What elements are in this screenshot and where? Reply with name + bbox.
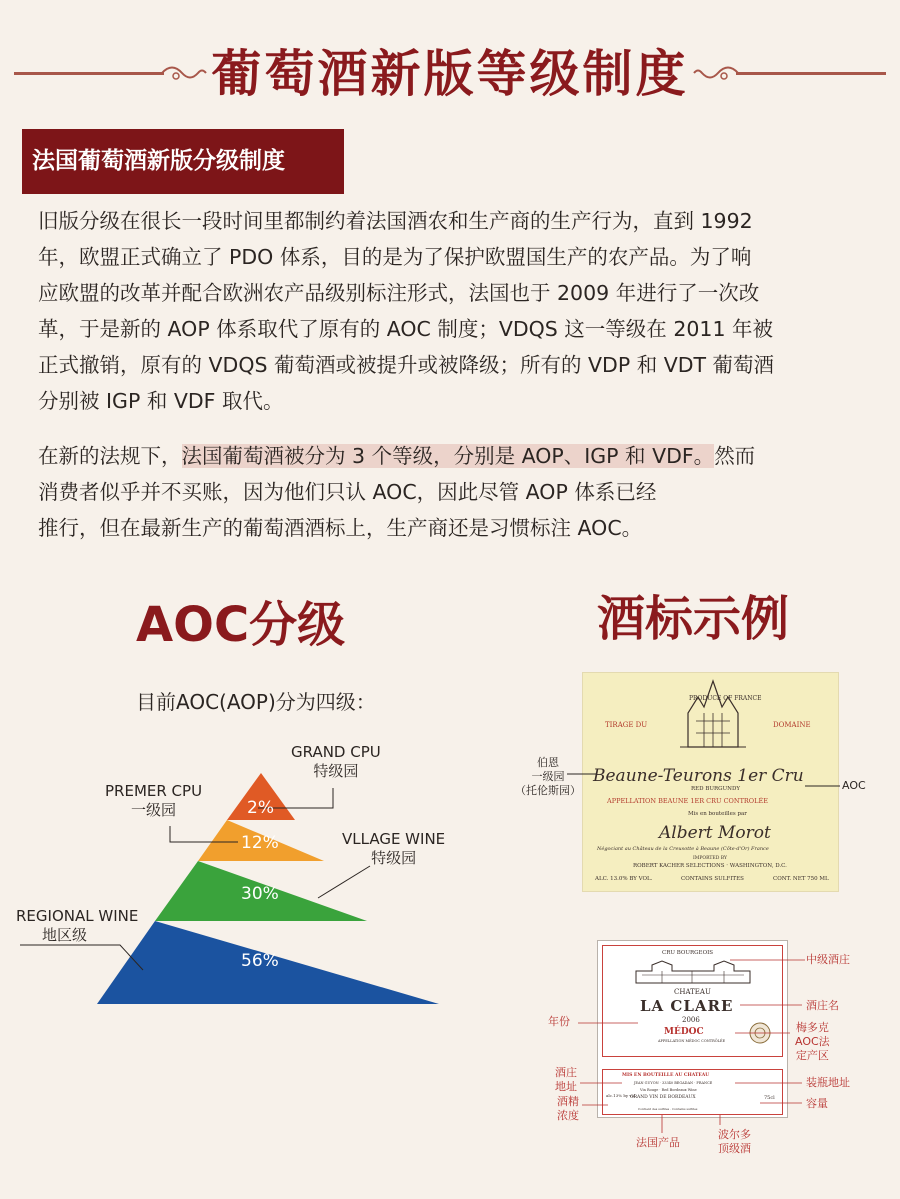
tier-label-premier-cru <box>105 782 202 820</box>
label-red-bordeaux: Vin Rouge · Red Bordeaux Wine <box>640 1088 697 1092</box>
label-mis-en-bouteilles: Mis en bouteilles par <box>688 811 747 817</box>
label-contains-sulfites: Contient des sulfites · Contains sulfites <box>638 1107 698 1111</box>
label-vintage: 2006 <box>682 1016 700 1024</box>
tier-label-en: GRAND CPU <box>291 743 381 761</box>
text-plain: 然而 <box>714 444 756 468</box>
page-title: 葡萄酒新版等级制度 <box>211 45 689 103</box>
annotation-medoc <box>795 1021 830 1063</box>
label-produce-of: PRODUCE OF FRANCE <box>689 695 762 702</box>
annotation-estate-address <box>555 1066 577 1094</box>
highlighted-text: 法国葡萄酒被分为 3 个等级，分别是 AOP、IGP 和 VDF。 <box>181 444 715 468</box>
annotation-line: （托伦斯园） <box>515 784 581 797</box>
label-wine-name: Beaune-Teurons 1er Cru <box>593 766 804 786</box>
tier-label-cn: 一级园 <box>131 801 177 819</box>
paragraph-history <box>38 203 866 419</box>
label-sulfites: CONTAINS SULFITES <box>681 876 744 882</box>
annotation-line: 顶级酒 <box>718 1142 751 1155</box>
tier-label-cn: 特级园 <box>313 762 359 780</box>
tier-label-cn: 特级园 <box>371 849 417 867</box>
annotation-line: 地址 <box>555 1080 577 1093</box>
label-grand-vin: GRAND VIN DE BORDEAUX <box>630 1095 696 1100</box>
tier-label-en: REGIONAL WINE <box>16 907 139 925</box>
label-imported-by: IMPORTED BY <box>693 856 727 861</box>
annotation-france: 法国产品 <box>636 1136 680 1149</box>
tier-percent: 12% <box>241 833 279 853</box>
paragraph-line: 正式撤销，原有的 VDQS 葡萄酒或被提升或被降级；所有的 VDP 和 VDT 葡萄酒 <box>38 353 775 377</box>
annotation-cru-bourgeois: 中级酒庄 <box>806 953 850 966</box>
annotation-line: 酒庄 <box>555 1066 577 1079</box>
annotation-line: 一级园 <box>531 770 565 783</box>
tier-percent: 2% <box>247 798 274 818</box>
paragraph-line <box>38 438 866 474</box>
label-domaine: DOMAINE <box>773 721 811 729</box>
annotation-vintage: 年份 <box>548 1015 570 1028</box>
paragraph-line: 消费者似乎并不买账，因为他们只认 AOC，因此尽管 AOP 体系已经 <box>38 480 657 504</box>
paragraph-line: 革，于是新的 AOP 体系取代了原有的 AOC 制度；VDQS 这一等级在 2011 年被 <box>38 317 774 341</box>
annotation-line: 波尔多 <box>718 1128 751 1141</box>
annotation-alcohol <box>557 1095 579 1123</box>
label-cru-bourgeois: CRU BOURGEOIS <box>662 950 714 956</box>
paragraph-line: 分别被 IGP 和 VDF 取代。 <box>38 389 284 413</box>
tier-label-en: PREMER CPU <box>105 782 203 800</box>
annotation-estate-name: 酒庄名 <box>806 999 839 1012</box>
label-red-burgundy: RED BURGUNDY <box>691 786 741 792</box>
label-appellation: APPELLATION MÉDOC CONTRÔLÉE <box>658 1039 726 1043</box>
text-plain: 在新的法规下， <box>38 444 182 468</box>
annotation-line: 定产区 <box>795 1049 829 1062</box>
paragraph-line: 年，欧盟正式确立了 PDO 体系，目的是为了保护欧盟国生产的农产品。为了响 <box>38 245 752 269</box>
tier-percent: 30% <box>241 884 279 904</box>
leader-line <box>318 866 370 898</box>
label-importer: ROBERT KACHER SELECTIONS · WASHINGTON, D.C. <box>633 863 787 869</box>
paragraph-new-rules <box>38 438 866 546</box>
annotation-line: 梅多克 <box>795 1021 829 1034</box>
chateau-drawing-icon <box>678 677 748 749</box>
label-medoc: MÉDOC <box>664 1027 704 1037</box>
label-chateau: CHATEAU <box>674 988 711 996</box>
annotation-line: 酒精 <box>557 1095 579 1108</box>
label-volume: 75cl <box>764 1095 775 1101</box>
aoc-caption: 目前AOC(AOP)分为四级： <box>136 690 376 714</box>
paragraph-line: 推行，但在最新生产的葡萄酒酒标上，生产商还是习惯标注 AOC。 <box>38 516 643 540</box>
annotation-bottling-address: 装瓶地址 <box>806 1076 850 1089</box>
label1-leader-lines <box>565 760 845 810</box>
tier-percent: 56% <box>241 951 279 971</box>
annotation-bordeaux <box>718 1128 751 1156</box>
label-address: JEAN GUYON · 33340 BEGADAN · FRANCE <box>634 1081 713 1085</box>
label-estate-name: LA CLARE <box>640 997 734 1015</box>
label-alcohol: ALC. 13.0% BY VOL. <box>595 876 653 882</box>
annotation-aoc: AOC <box>842 779 866 792</box>
section-heading: 法国葡萄酒新版分级制度 <box>22 129 344 194</box>
aoc-pyramid <box>0 730 480 1020</box>
aoc-heading: AOC分级 <box>136 597 346 653</box>
tier-label-en: VLLAGE WINE <box>342 830 446 848</box>
tier-label-village <box>342 830 445 868</box>
labels-heading: 酒标示例 <box>597 591 790 647</box>
label-producer: Albert Morot <box>659 823 771 843</box>
annotation-line: 浓度 <box>557 1109 579 1122</box>
label-negociant: Négociant au Château de la Creusotte à Beaune (Côte-d'Or) France <box>597 846 769 852</box>
label-alcohol: alc.13% by vol <box>606 1093 636 1098</box>
annotation-line: 伯恩 <box>537 756 559 769</box>
label-volume: CONT. NET 750 ML <box>773 876 829 882</box>
label2-leader-lines <box>550 955 810 1140</box>
tier-label-grand-cru <box>291 743 381 781</box>
annotation-volume: 容量 <box>806 1097 828 1110</box>
label-bottled-at: MIS EN BOUTEILLE AU CHATEAU <box>622 1073 710 1078</box>
paragraph-line: 应欧盟的改革并配合欧洲农产品级别标注形式，法国也于 2009 年进行了一次改 <box>38 281 760 305</box>
label-tirage: TIRAGE DU <box>605 721 648 729</box>
label-appellation: APPELLATION BEAUNE 1ER CRU CONTROLÉE <box>607 797 768 805</box>
tier-label-cn: 地区级 <box>42 926 88 944</box>
tier-label-regional <box>16 907 138 945</box>
annotation-line: AOC法 <box>795 1035 830 1048</box>
paragraph-line: 旧版分级在很长一段时间里都制约着法国酒农和生产商的生产行为，直到 1992 <box>38 209 753 233</box>
